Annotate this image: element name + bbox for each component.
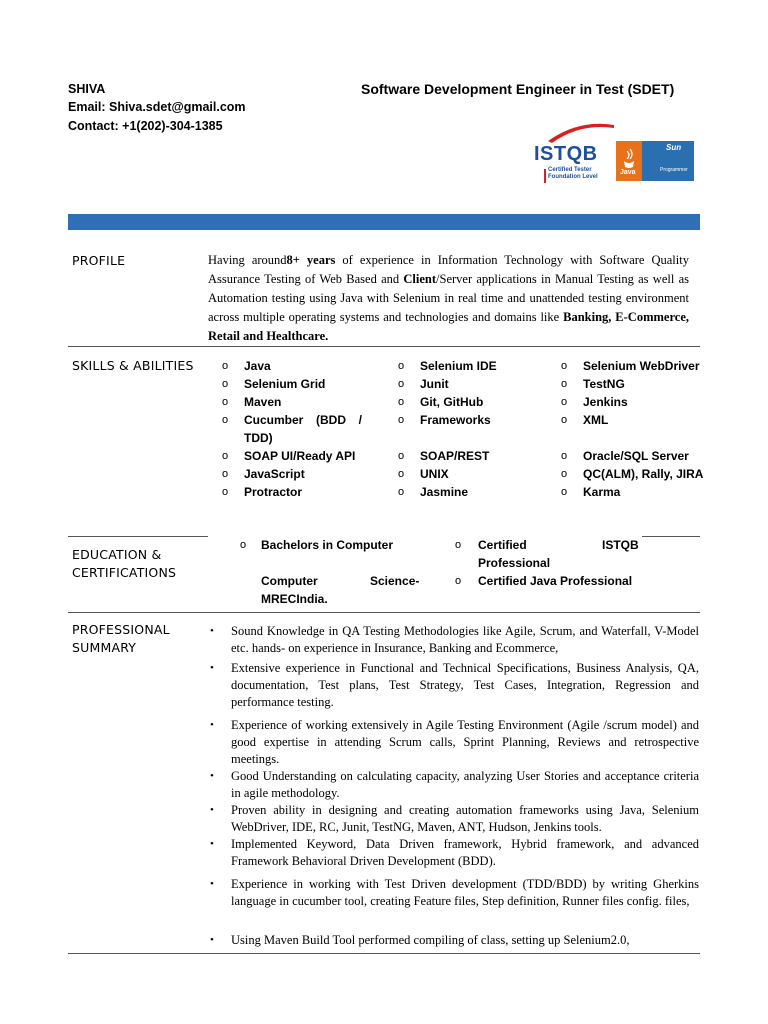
- skill-item: Selenium Grid: [244, 377, 326, 391]
- istqb-logo-sub1: Certified Tester: [548, 167, 592, 173]
- bullet: o: [398, 396, 405, 408]
- skill-item: Maven: [244, 395, 282, 409]
- bullet: o: [222, 396, 229, 408]
- bullet: o: [561, 360, 568, 372]
- summary-item-text: Proven ability in designing and creating automation frameworks using Java, Selenium WebDriver, IDE, RC, Junit, TestNG, Maven, ANT, Hudson, Jenkins tools.: [231, 803, 699, 834]
- summary-label-line1: PROFESSIONAL: [72, 622, 170, 637]
- java-word: Java: [620, 169, 636, 176]
- sun-brand: Sun: [666, 143, 682, 152]
- degree-line2b: Science-: [370, 574, 420, 588]
- profile-text-part: of experience in Information Technology with Software Quality Assurance Testing of Web Based and: [208, 253, 689, 286]
- skills-label: SKILLS & ABILITIES: [72, 358, 194, 373]
- summary-item-text: Extensive experience in Functional and Technical Specifications, Business Analysis, QA, documentation, Test plans, Test Strategy, Test Cases, Integration, Regression and performance testing.: [231, 661, 699, 709]
- profile-text-part: /Server applications in Manual Testing as well as Automation testing using Java with Selenium in real time and unattended testing environment across multiple operating systems and technologies and domains like: [208, 272, 689, 324]
- profile-text-part: Having around: [208, 253, 287, 267]
- skill-item: Junit: [420, 377, 449, 391]
- bullet: •: [210, 838, 214, 850]
- divider: [68, 346, 700, 347]
- bullet: o: [398, 414, 405, 426]
- bullet: o: [455, 575, 462, 587]
- bullet: o: [222, 468, 229, 480]
- skill-item: Git, GitHub: [420, 395, 484, 409]
- divider: [68, 953, 700, 954]
- profile-domains: Banking, E-Commerce, Retail and Healthcare.: [208, 310, 689, 343]
- skill-item: Selenium WebDriver: [583, 359, 700, 373]
- java-cup-icon: [616, 141, 642, 181]
- summary-label-line2: SUMMARY: [72, 640, 137, 655]
- istqb-logo-sub2: Foundation Level: [548, 174, 598, 180]
- bullet: o: [561, 414, 568, 426]
- skill-item: Frameworks: [420, 413, 491, 427]
- education-label-line1: EDUCATION &: [72, 547, 162, 562]
- summary-item-text: Experience of working extensively in Agile Testing Environment (Agile /scrum model) and good expertise in attending Scrum calls, Sprint Planning, Reviews and retrospective meetings.: [231, 718, 699, 766]
- java-programmer-label: Programmer: [660, 167, 688, 173]
- bullet: o: [398, 450, 405, 462]
- bullet: o: [222, 414, 229, 426]
- skill-item: Selenium IDE: [420, 359, 497, 373]
- skill-item: SOAP/REST: [420, 449, 490, 463]
- summary-item-text: Using Maven Build Tool performed compiling of class, setting up Selenium2.0,: [231, 933, 630, 947]
- cert1-a: Certified: [478, 538, 527, 552]
- profile-label: PROFILE: [72, 253, 126, 268]
- cert1-b: ISTQB: [602, 538, 639, 552]
- bullet: •: [210, 719, 214, 731]
- summary-item-text: Implemented Keyword, Data Driven framework, Hybrid framework, and advanced Framework Behavioral Driven Development (BDD).: [231, 837, 699, 868]
- skill-item: UNIX: [420, 467, 449, 481]
- degree-line3: MRECIndia.: [261, 592, 328, 606]
- bullet: o: [561, 378, 568, 390]
- profile-client: Client: [403, 272, 437, 286]
- istqb-logo-text: ISTQB: [534, 143, 598, 165]
- skill-item: Protractor: [244, 485, 303, 499]
- bullet: o: [398, 360, 405, 372]
- bullet: o: [398, 378, 405, 390]
- bullet: o: [240, 539, 247, 551]
- bullet: o: [222, 450, 229, 462]
- skill-item: Jasmine: [420, 485, 469, 499]
- sun-java-logo: [616, 141, 694, 181]
- divider: [642, 536, 700, 537]
- bullet: o: [561, 468, 568, 480]
- bullet: o: [398, 486, 405, 498]
- divider: [68, 536, 208, 537]
- skill-item: SOAP UI/Ready API: [244, 449, 356, 463]
- bullet: •: [210, 934, 214, 946]
- job-title: Software Development Engineer in Test (SDET): [361, 81, 675, 97]
- profile-text: [208, 251, 689, 346]
- contact-line: Contact: +1(202)-304-1385: [68, 119, 223, 133]
- bullet: o: [561, 486, 568, 498]
- skill-item: JavaScript: [244, 467, 305, 481]
- skill-item: Java: [244, 359, 271, 373]
- bullet: •: [210, 625, 214, 637]
- cert2: Certified Java Professional: [478, 574, 633, 588]
- profile-years: 8+ years: [286, 253, 336, 267]
- skill-item: XML: [583, 413, 609, 427]
- divider: [68, 612, 700, 613]
- cert1-c: Professional: [478, 556, 551, 570]
- summary-item-text: Good Understanding on calculating capacity, analyzing User Stories and acceptance criteria in agile methodology.: [231, 769, 699, 800]
- degree-line1: Bachelors in Computer: [261, 538, 394, 552]
- bullet: •: [210, 770, 214, 782]
- summary-item-text: Experience in working with Test Driven development (TDD/BDD) by writing Gherkins language in cucumber tool, creating Feature files, Step definition, Runner files config. files,: [231, 877, 699, 908]
- bullet: •: [210, 804, 214, 816]
- bullet: •: [210, 878, 214, 890]
- header-accent-bar: [68, 214, 700, 230]
- skill-item: QC(ALM), Rally, JIRA: [583, 467, 704, 481]
- email-line: Email: Shiva.sdet@gmail.com: [68, 100, 246, 114]
- bullet: o: [222, 486, 229, 498]
- bullet: o: [398, 468, 405, 480]
- bullet: o: [222, 378, 229, 390]
- summary-item-text: Sound Knowledge in QA Testing Methodologies like Agile, Scrum, and Waterfall, V-Model etc. hands- on experience in Insurance, Banking and Ecommerce,: [231, 624, 699, 655]
- skill-item: TestNG: [583, 377, 625, 391]
- bullet: o: [561, 450, 568, 462]
- degree-line2a: Computer: [261, 574, 318, 588]
- bullet: o: [561, 396, 568, 408]
- skill-item: Cucumber (BDD / TDD): [244, 413, 362, 445]
- education-label-line2: CERTIFICATIONS: [72, 565, 177, 580]
- bullet: o: [455, 539, 462, 551]
- bullet: o: [222, 360, 229, 372]
- istqb-logo: [534, 121, 614, 183]
- skill-item: Jenkins: [583, 395, 628, 409]
- skill-item: Oracle/SQL Server: [583, 449, 689, 463]
- candidate-name: SHIVA: [68, 82, 106, 96]
- bullet: •: [210, 662, 214, 674]
- skill-item: Karma: [583, 485, 621, 499]
